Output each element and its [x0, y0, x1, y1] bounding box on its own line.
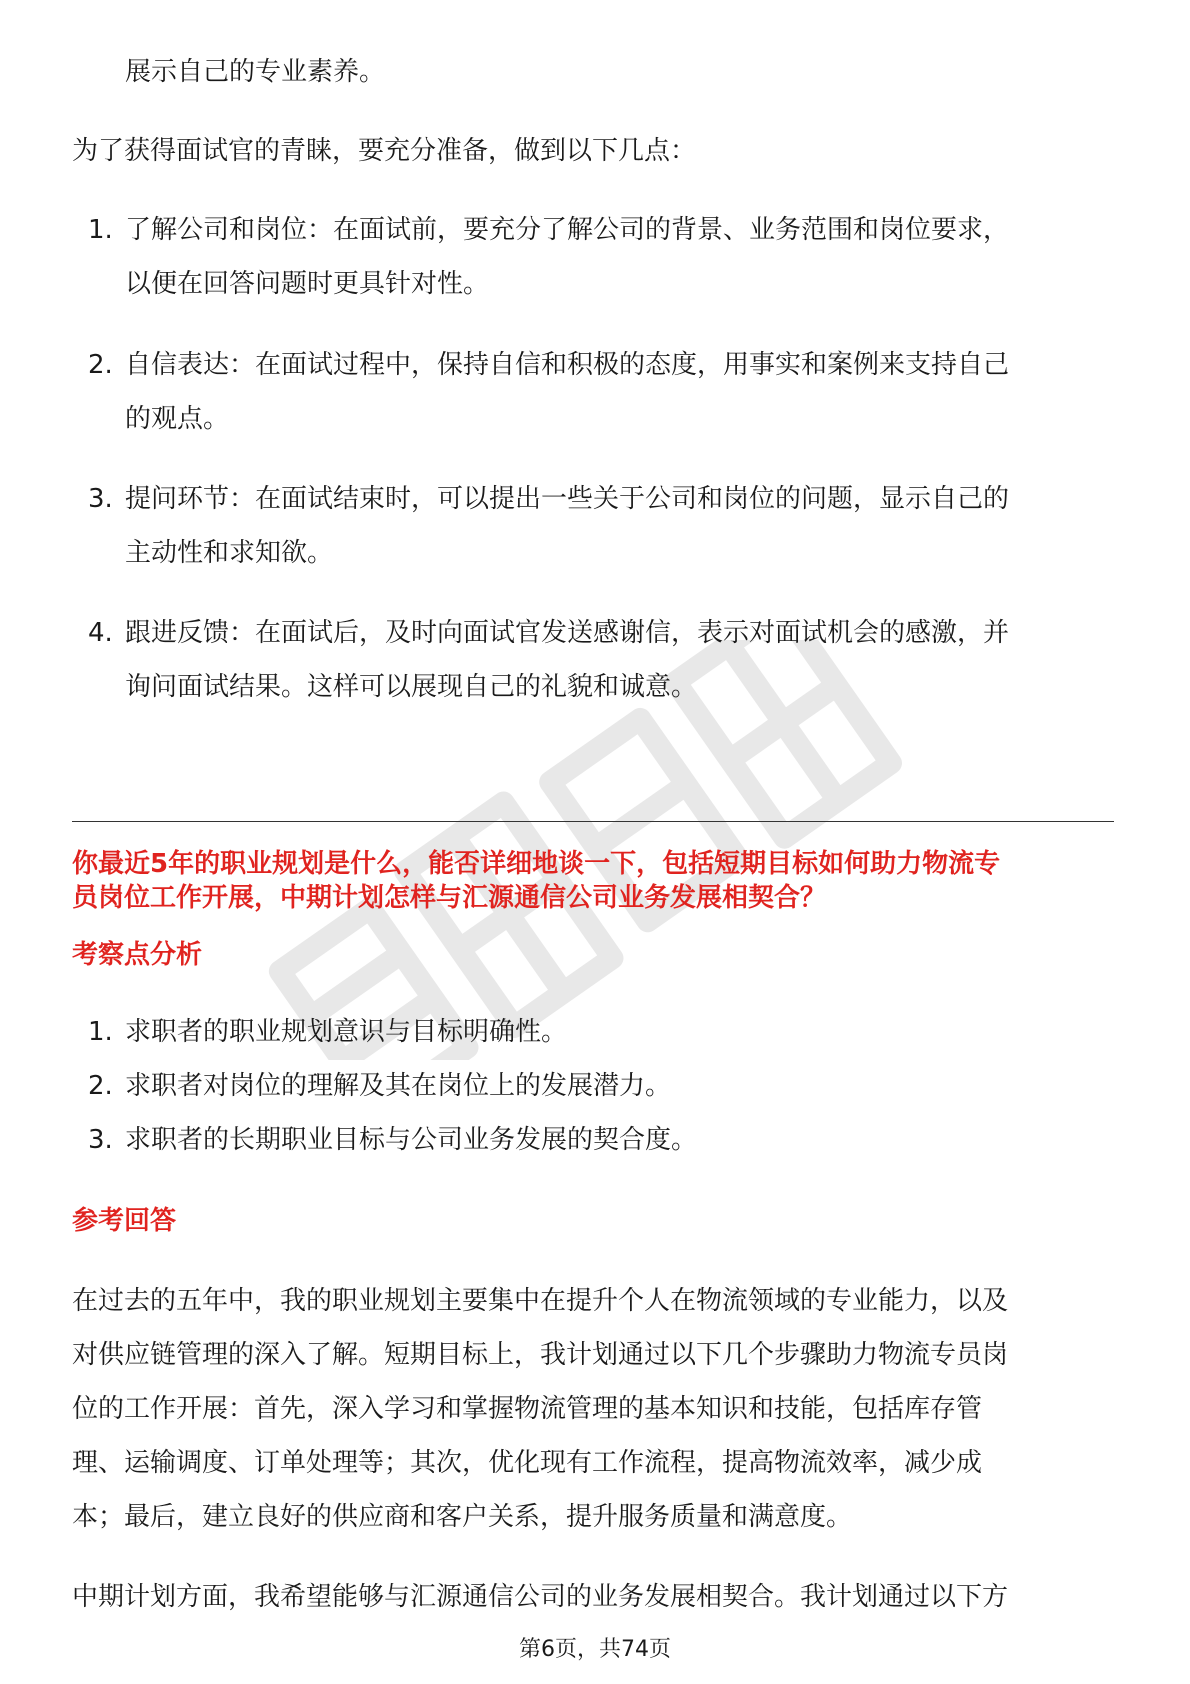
list-item-text: 求职者的长期职业目标与公司业务发展的契合度。 [125, 1125, 698, 1155]
list-item-text: 自信表达：在面试过程中，保持自信和积极的态度，用事实和案例来支持自己 [125, 350, 1010, 380]
analysis-heading: 考察点分析 [72, 940, 203, 970]
section-divider [72, 821, 1114, 822]
page-number: 第6页，共74页 [519, 1637, 671, 1662]
paragraph-line: 中期计划方面，我希望能够与汇源通信公司的业务发展相契合。我计划通过以下方 [72, 1582, 1009, 1612]
list-item-number: 2. [88, 350, 113, 380]
list-item-number: 3. [88, 1125, 113, 1155]
list-item-number: 4. [88, 618, 113, 648]
paragraph-line: 在过去的五年中，我的职业规划主要集中在提升个人在物流领域的专业能力，以及 [72, 1286, 1009, 1316]
list-item-text: 求职者的职业规划意识与目标明确性。 [125, 1017, 568, 1047]
paragraph-line: 理、运输调度、订单处理等；其次，优化现有工作流程，提高物流效率，减少成 [72, 1448, 983, 1478]
list-item-text: 提问环节：在面试结束时，可以提出一些关于公司和岗位的问题，显示自己的 [125, 484, 1010, 514]
answer-heading: 参考回答 [72, 1206, 177, 1236]
question-title: 员岗位工作开展，中期计划怎样与汇源通信公司业务发展相契合？ [72, 883, 827, 913]
intro-tail-text: 展示自己的专业素养。 [125, 57, 386, 87]
paragraph-line: 本；最后，建立良好的供应商和客户关系，提升服务质量和满意度。 [72, 1502, 853, 1532]
paragraph-line: 位的工作开展：首先，深入学习和掌握物流管理的基本知识和技能，包括库存管 [72, 1394, 983, 1424]
list-item-text: 求职者对岗位的理解及其在岗位上的发展潜力。 [125, 1071, 672, 1101]
list-item-text: 跟进反馈：在面试后，及时向面试官发送感谢信，表示对面试机会的感激，并 [125, 618, 1010, 648]
list-item-text: 以便在回答问题时更具针对性。 [125, 269, 490, 299]
prep-heading: 为了获得面试官的青睐，要充分准备，做到以下几点： [72, 136, 697, 166]
list-item-text: 了解公司和岗位：在面试前，要充分了解公司的背景、业务范围和岗位要求， [125, 215, 1010, 245]
list-item-number: 2. [88, 1071, 113, 1101]
list-item-number: 1. [88, 215, 113, 245]
list-item-text: 的观点。 [125, 404, 230, 434]
list-item-text: 主动性和求知欲。 [125, 538, 334, 568]
list-item-number: 1. [88, 1017, 113, 1047]
question-title: 你最近5年的职业规划是什么，能否详细地谈一下，包括短期目标如何助力物流专 [72, 849, 1001, 879]
list-item-number: 3. [88, 484, 113, 514]
list-item-text: 询问面试结果。这样可以展现自己的礼貌和诚意。 [125, 672, 698, 702]
paragraph-line: 对供应链管理的深入了解。短期目标上，我计划通过以下几个步骤助力物流专员岗 [72, 1340, 1009, 1370]
